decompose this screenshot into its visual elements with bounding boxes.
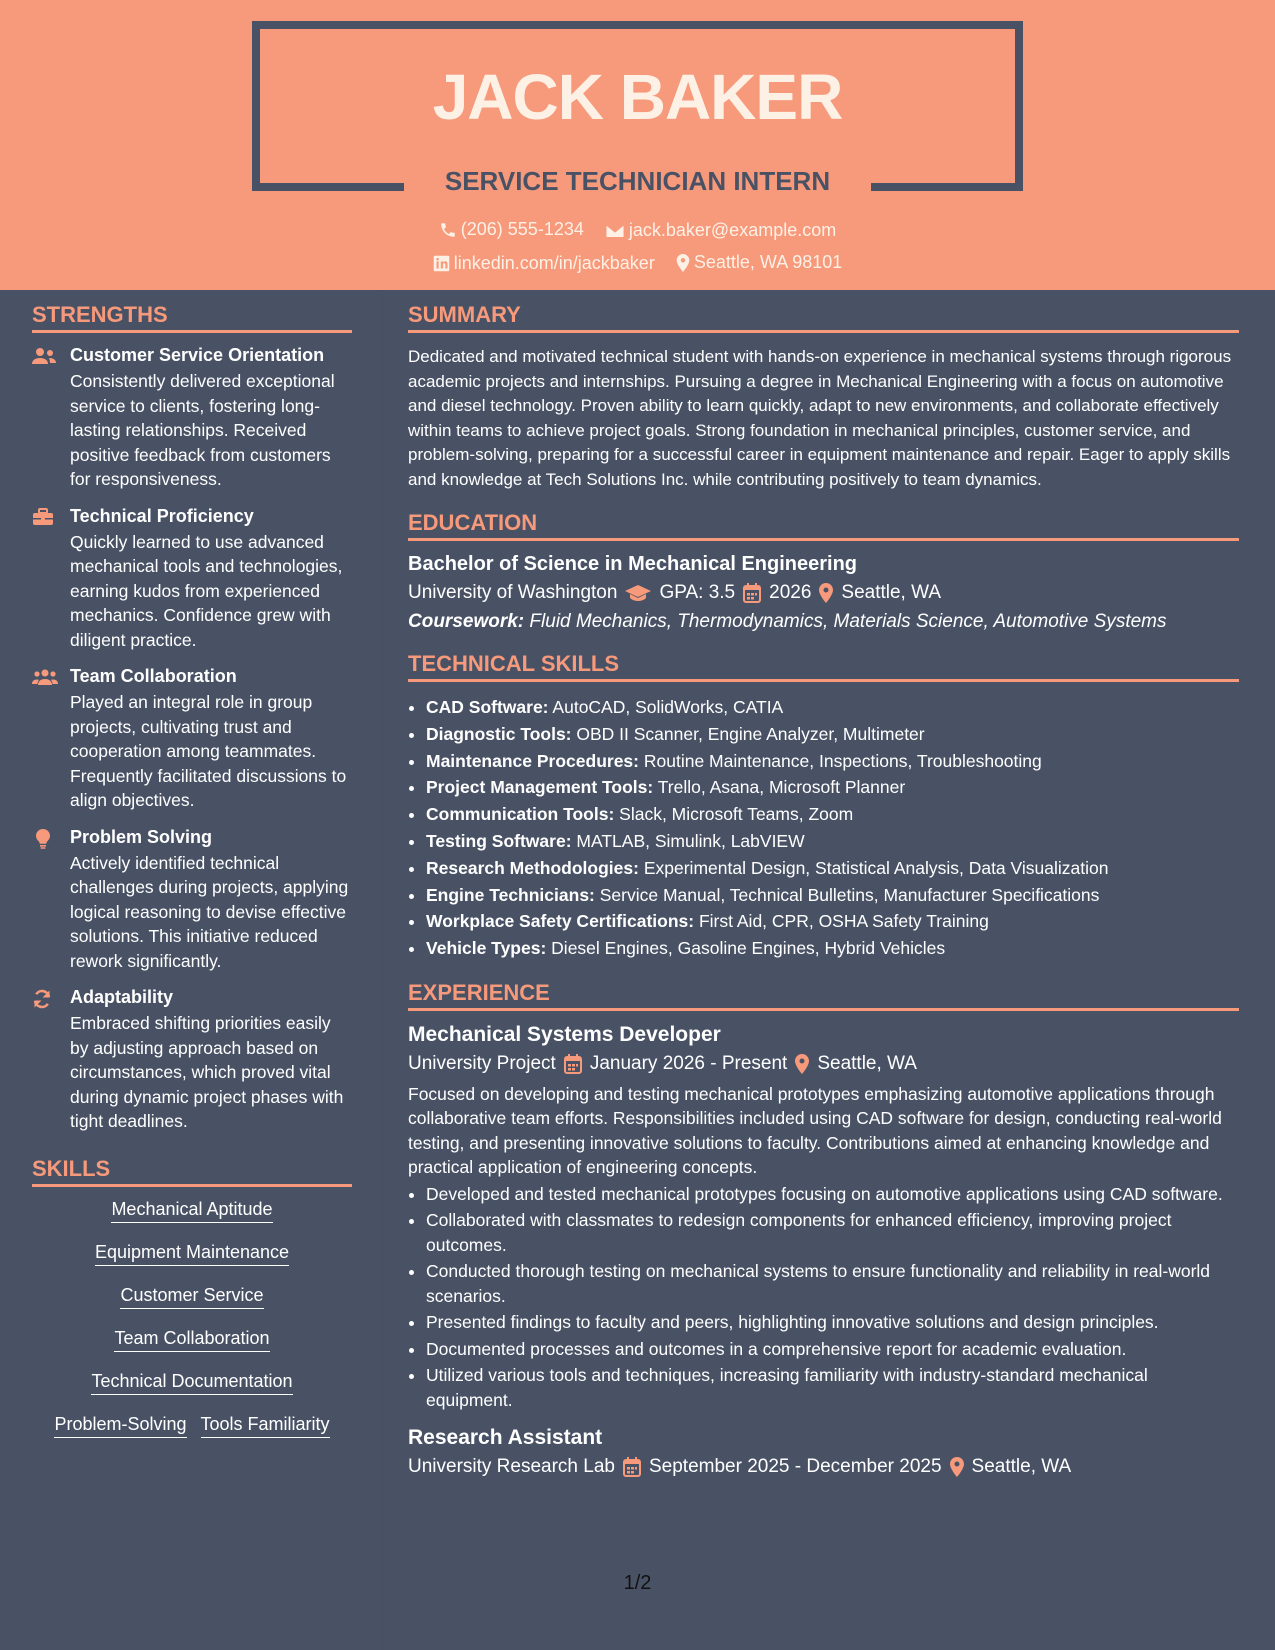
skill-value: Trello, Asana, Microsoft Planner: [657, 777, 906, 798]
skill-tag: Problem-Solving: [54, 1414, 186, 1438]
linkedin-text: linkedin.com/in/jackbaker: [453, 252, 655, 273]
calendar-icon: [564, 1054, 582, 1074]
strength-title: Technical Proficiency: [70, 505, 254, 526]
list-item: [426, 748, 1239, 775]
list-item: [426, 882, 1239, 909]
skill-label: Research Methodologies:: [426, 857, 639, 878]
strength-desc: Quickly learned to use advanced mechanical tools and technologies, earning kudos from experienced mechanics. Confidence grew with diligent practice.: [70, 531, 343, 650]
skill-tag: Customer Service: [120, 1285, 263, 1309]
phone-text: (206) 555-1234: [460, 219, 584, 239]
email-text: jack.baker@example.com: [628, 220, 837, 240]
list-item: [426, 935, 1239, 962]
location-contact: [676, 252, 842, 273]
coursework-label: Coursework:: [408, 611, 525, 632]
candidate-name: JACK BAKER: [432, 61, 843, 133]
job-dates: January 2026 - Present: [589, 1052, 788, 1074]
job-org: University Project: [408, 1052, 556, 1074]
education-meta: [408, 582, 1239, 604]
map-pin-icon: [795, 1054, 809, 1074]
skill-label: Testing Software:: [426, 830, 572, 851]
coursework-list: Fluid Mechanics, Thermodynamics, Materials Science, Automotive Systems: [529, 611, 1167, 632]
job-description: Focused on developing and testing mechanical prototypes emphasizing automotive applications through collaborative team efforts. Responsibilities included using CAD software for design, conducting real-world testing, and presenting innovative solutions to faculty. Contributions aimed at enhancing knowledge and practical application of engineering concepts.: [408, 1083, 1222, 1178]
summary-text: Dedicated and motivated technical student with hands-on experience in mechanical systems through rigorous academic projects and internships. Pursuing a degree in Mechanical Engineering with a focus on automotive and diesel technology. Proven ability to learn quickly, adapt to new environments, and collaborate effectively within teams to achieve project goals. Strong foundation in mechanical principles, customer service, and problem-solving, preparing for a successful career in equipment maintenance and repair. Eager to apply skills and knowledge at Tech Solutions Inc. while contributing positively to team dynamics.: [408, 347, 1232, 489]
job-title: SERVICE TECHNICIAN INTERN: [444, 166, 831, 196]
toolbox-icon: [32, 508, 54, 526]
left-column: [32, 302, 352, 1457]
skill-value: Routine Maintenance, Inspections, Troubleshooting: [643, 750, 1042, 771]
sync-icon: [32, 989, 52, 1009]
lightbulb-icon: [36, 829, 50, 849]
map-pin-icon: [819, 583, 833, 603]
list-item: [426, 855, 1239, 882]
strength-item: [32, 827, 352, 974]
strength-desc: Embraced shifting priorities easily by adjusting approach based on circumstances, which proved vital during dynamic project phases with tight deadlines.: [70, 1013, 344, 1131]
skill-value: Service Manual, Technical Bulletins, Manufacturer Specifications: [599, 884, 1100, 905]
users-icon: [32, 347, 56, 365]
column-divider: [382, 290, 383, 1650]
job-bullets: [426, 1182, 1239, 1413]
list-item: [426, 774, 1239, 801]
job-position-title: Research Assistant: [408, 1426, 603, 1450]
list-item: [426, 828, 1239, 855]
skill-value: AutoCAD, SolidWorks, CATIA: [552, 697, 784, 717]
skill-label: Diagnostic Tools:: [426, 723, 572, 744]
contact-row-1: [0, 219, 1275, 244]
skill-tag: Team Collaboration: [114, 1328, 269, 1352]
list-item: [426, 801, 1239, 828]
degree: Bachelor of Science in Mechanical Engineering: [408, 553, 858, 575]
email-contact[interactable]: [605, 220, 836, 241]
skill-label: Project Management Tools:: [426, 777, 654, 798]
list-item: [426, 694, 1239, 721]
list-item: [426, 908, 1239, 935]
skill-label: Communication Tools:: [426, 804, 615, 825]
strength-desc: Actively identified technical challenges during projects, applying logical reasoning to devise effective solutions. This initiative reduced rework significantly.: [70, 852, 349, 971]
strength-desc: Played an integral role in group projects, cultivating trust and cooperation among teammates. Frequently facilitated discussions to align objectives.: [70, 692, 347, 810]
list-item: • Presented findings to faculty and peers, highlighting innovative solutions and design principles.: [426, 1310, 1239, 1335]
list-item: • Conducted thorough testing on mechanical systems to ensure functionality and reliability in real-world scenarios.: [426, 1259, 1239, 1308]
team-icon: [32, 668, 58, 686]
calendar-icon: [743, 583, 761, 603]
education-heading: EDUCATION: [408, 510, 1239, 541]
skill-value: MATLAB, Simulink, LabVIEW: [576, 830, 805, 851]
technical-skills-list: [426, 694, 1239, 962]
job-dates: September 2025 - December 2025: [648, 1456, 942, 1478]
strength-item: [32, 666, 352, 813]
graduation-cap-icon: [625, 584, 651, 602]
skills-heading: SKILLS: [32, 1156, 352, 1187]
list-item: • Developed and tested mechanical prototypes focusing on automotive applications using CAD software.: [426, 1182, 1239, 1207]
phone-contact[interactable]: [439, 219, 584, 240]
skill-label: Vehicle Types:: [426, 938, 547, 959]
skill-tag: Technical Documentation: [91, 1371, 292, 1395]
contact-row-2: [0, 252, 1275, 277]
linkedin-contact[interactable]: [433, 253, 655, 274]
strength-title: Problem Solving: [70, 826, 213, 847]
experience-heading: EXPERIENCE: [408, 980, 1239, 1011]
skill-tag: Equipment Maintenance: [95, 1242, 289, 1266]
list-item: [426, 721, 1239, 748]
school: University of Washington: [408, 582, 618, 603]
skill-value: Diesel Engines, Gasoline Engines, Hybrid Vehicles: [551, 938, 946, 959]
envelope-icon: [605, 223, 625, 239]
job-location: Seattle, WA: [817, 1052, 917, 1074]
linkedin-icon: [433, 255, 450, 272]
map-pin-icon: [676, 254, 690, 272]
page-number: 1/2: [623, 1572, 652, 1594]
skill-label: Engine Technicians:: [426, 884, 595, 905]
summary-heading: SUMMARY: [408, 302, 1239, 333]
education-location: Seattle, WA: [841, 582, 942, 603]
skill-label: Workplace Safety Certifications:: [426, 911, 695, 932]
strength-item: [32, 987, 352, 1134]
gpa: GPA: 3.5: [659, 582, 736, 603]
map-pin-icon: [950, 1457, 964, 1477]
job-position-title: Mechanical Systems Developer: [408, 1022, 721, 1046]
skill-label: CAD Software:: [426, 697, 549, 717]
technical-skills-heading: TECHNICAL SKILLS: [408, 651, 1239, 682]
job-org: University Research Lab: [408, 1456, 615, 1478]
skills-list: [32, 1199, 352, 1457]
strength-title: Team Collaboration: [70, 666, 237, 686]
strength-title: Adaptability: [70, 987, 174, 1007]
skill-tag: Mechanical Aptitude: [111, 1199, 272, 1223]
skill-label: Maintenance Procedures:: [426, 750, 639, 771]
location-text: Seattle, WA 98101: [693, 252, 843, 272]
list-item: • Documented processes and outcomes in a comprehensive report for academic evaluation.: [426, 1337, 1239, 1362]
skill-value: OBD II Scanner, Engine Analyzer, Multimeter: [576, 723, 925, 744]
graduation-year: 2026: [769, 582, 812, 603]
calendar-icon: [623, 1457, 641, 1477]
skill-value: Experimental Design, Statistical Analysis, Data Visualization: [643, 857, 1109, 878]
job-meta: [408, 1456, 1239, 1478]
skill-tag: Tools Familiarity: [201, 1414, 330, 1438]
coursework: [408, 611, 1239, 633]
strength-title: Customer Service Orientation: [70, 345, 325, 365]
strength-desc: Consistently delivered exceptional service to clients, fostering long-lasting relationships. Received positive feedback from customers for responsiveness.: [70, 371, 335, 489]
strengths-heading: STRENGTHS: [32, 302, 352, 333]
job-meta: [408, 1053, 1239, 1075]
strength-item: [32, 506, 352, 653]
phone-icon: [439, 221, 457, 239]
job-location: Seattle, WA: [971, 1456, 1072, 1478]
skill-value: Slack, Microsoft Teams, Zoom: [619, 804, 854, 825]
list-item: • Utilized various tools and techniques, increasing familiarity with industry-standard mechanical equipment.: [426, 1363, 1239, 1412]
skill-value: First Aid, CPR, OSHA Safety Training: [698, 911, 989, 932]
strength-item: [32, 345, 352, 492]
list-item: • Collaborated with classmates to redesign components for enhanced efficiency, improving project outcomes.: [426, 1208, 1239, 1257]
right-column: [408, 302, 1239, 1485]
